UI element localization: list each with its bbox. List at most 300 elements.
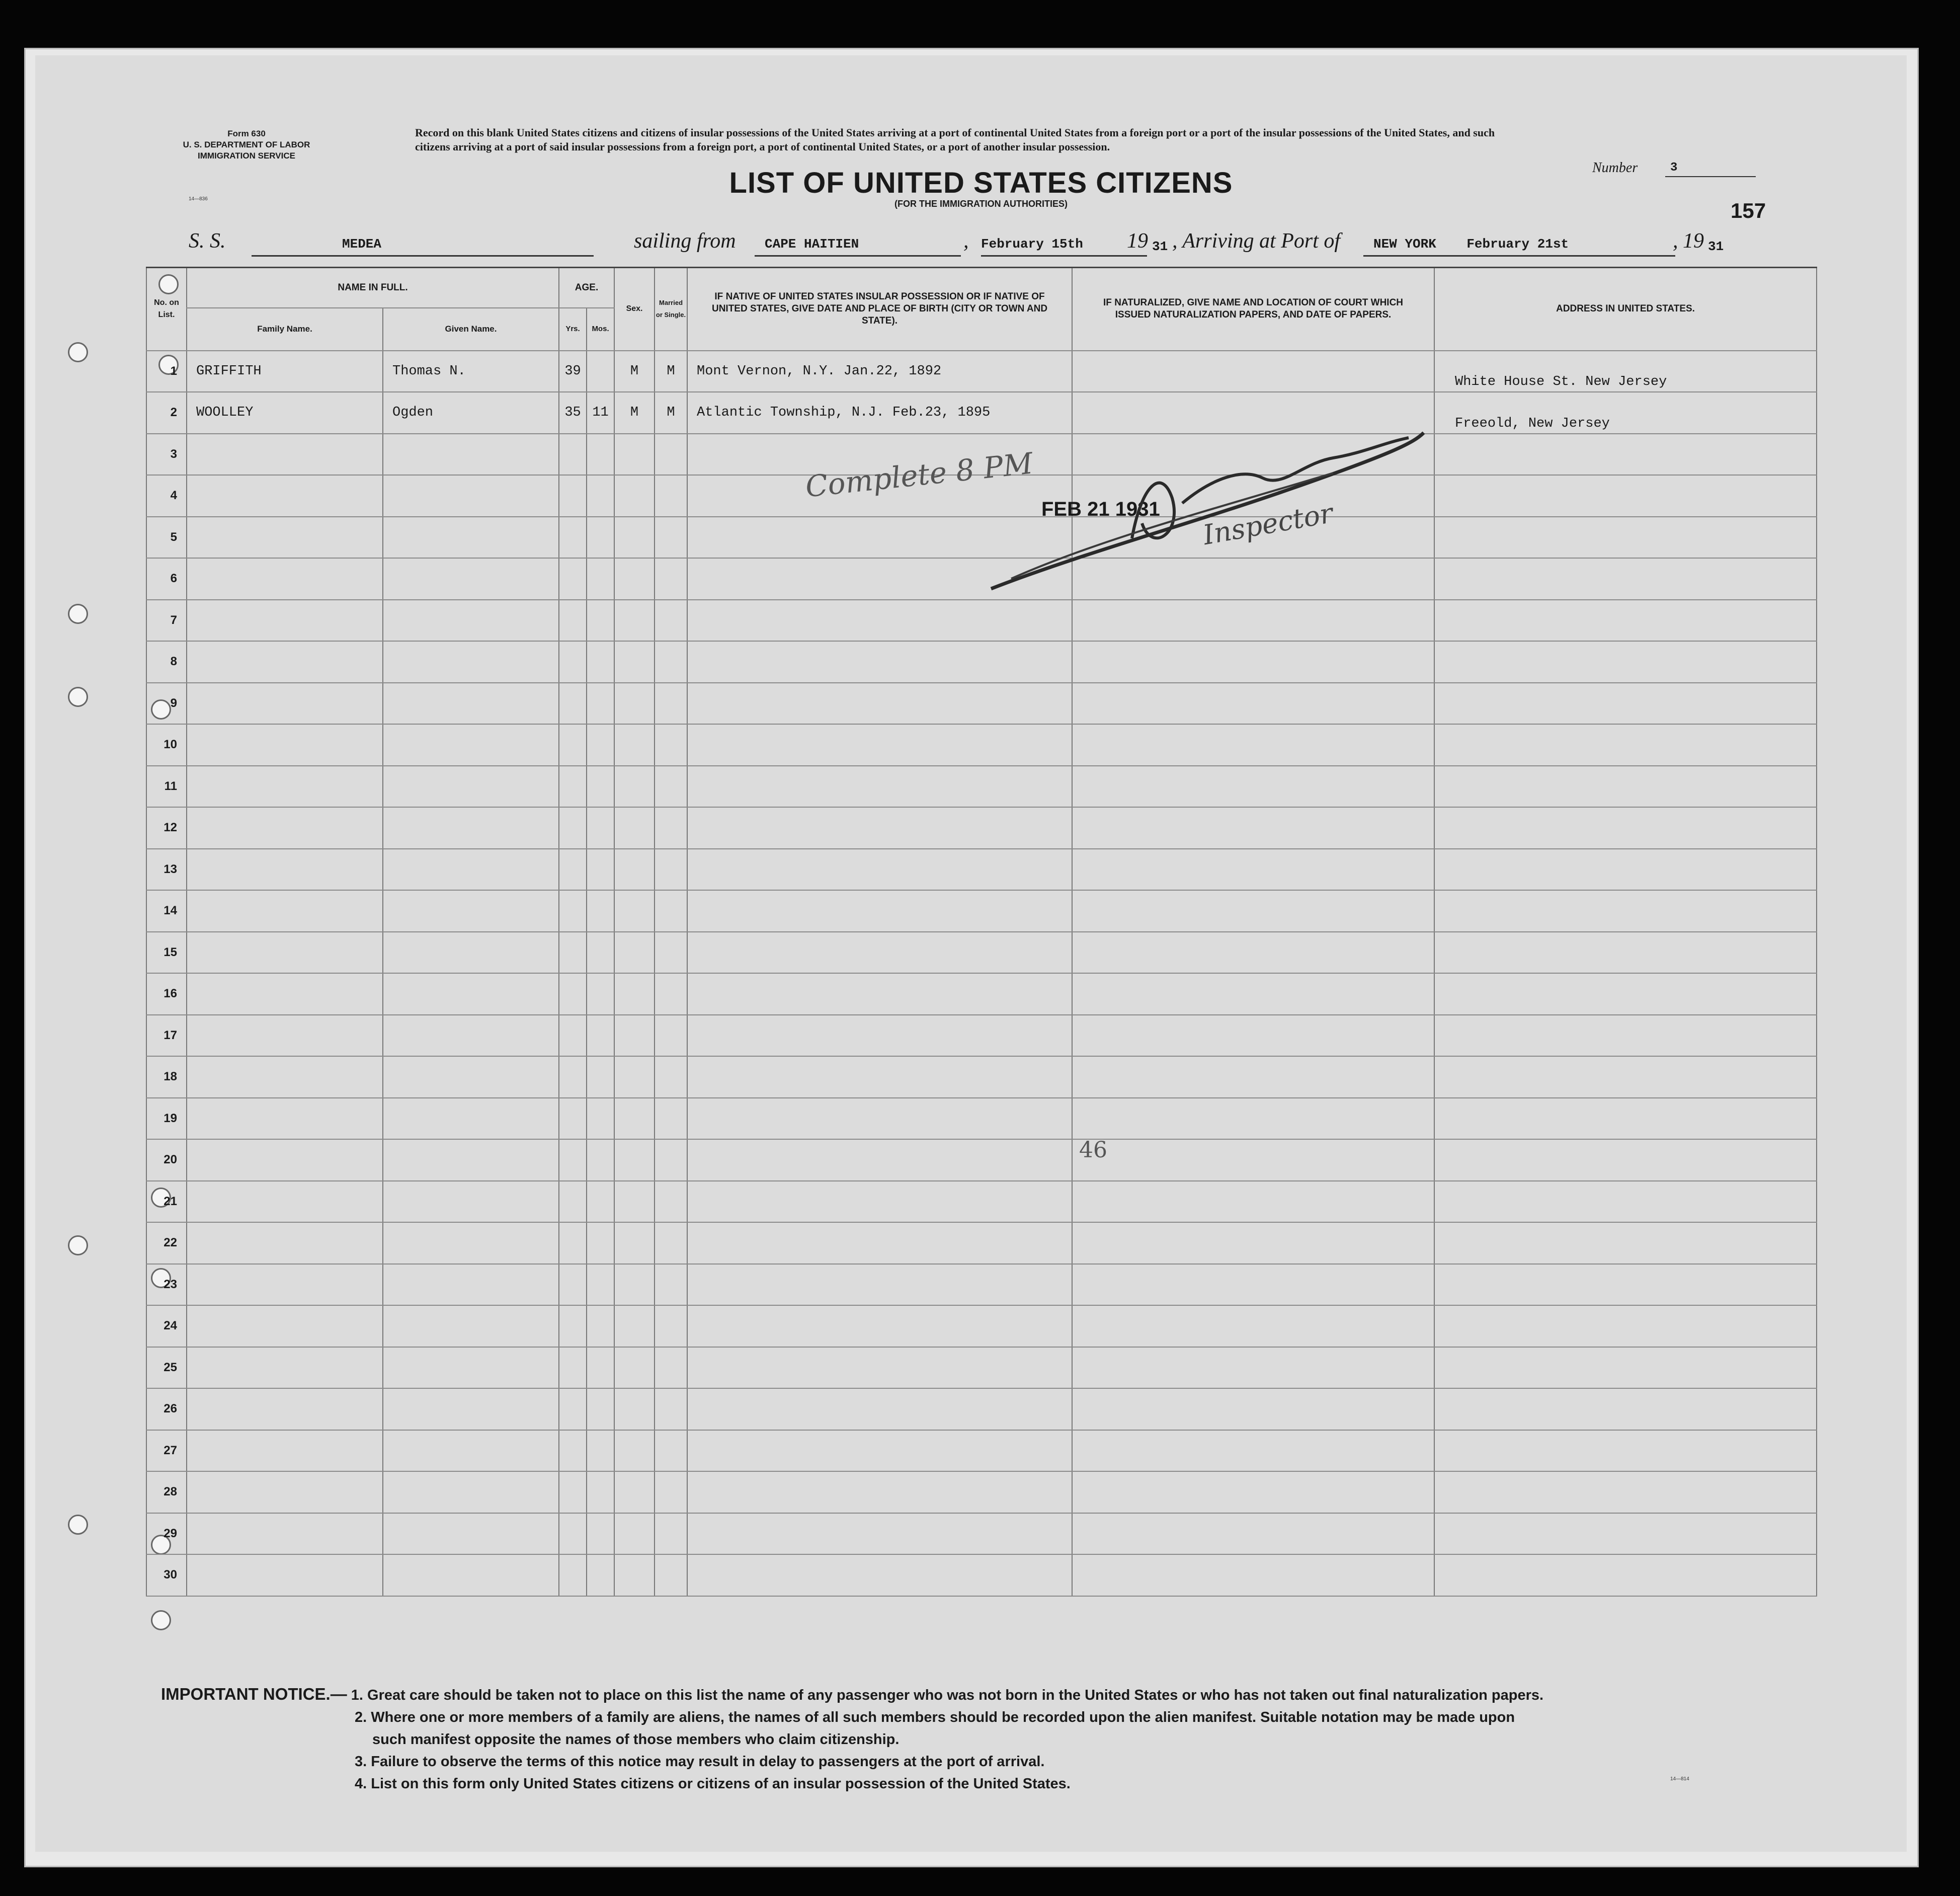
family-name-cell (187, 683, 383, 725)
sex-cell (614, 1305, 655, 1347)
table-row (146, 1098, 1817, 1140)
naturalized-cell (1072, 1554, 1434, 1596)
arrive-field (1363, 229, 1675, 257)
given-name-cell (383, 807, 559, 849)
married-cell (655, 600, 687, 642)
birth-cell (687, 1181, 1072, 1223)
birth-cell (687, 683, 1072, 725)
row-number: 4 (146, 475, 187, 517)
inspector-note: Inspector (1200, 497, 1336, 551)
table-row (146, 1430, 1817, 1472)
married-cell (655, 1388, 687, 1430)
family-name-cell (187, 1222, 383, 1264)
age-yrs-cell (559, 1471, 587, 1513)
important-notice (161, 1683, 1791, 1795)
notice-item-1: 1. Great care should be taken not to place on this list the name of any passenger who was not born in the United States or who has not taken out final naturalization papers. (351, 1687, 1544, 1703)
given-name-cell (383, 1471, 559, 1513)
row-number: 10 (146, 724, 187, 766)
family-name-cell (187, 600, 383, 642)
age-yrs-cell (559, 475, 587, 517)
naturalized-cell (1072, 849, 1434, 891)
given-name-cell (383, 1015, 559, 1057)
row-number: 21 (146, 1181, 187, 1223)
row-number: 5 (146, 517, 187, 559)
family-name-cell (187, 1098, 383, 1140)
age-yrs-cell: 39 (559, 351, 587, 392)
given-name-cell (383, 1056, 559, 1098)
row-number: 6 (146, 558, 187, 600)
age-yrs-cell (559, 849, 587, 891)
sex-cell (614, 1139, 655, 1181)
address-cell (1434, 1388, 1817, 1430)
married-cell (655, 1471, 687, 1513)
inspector-signature (981, 423, 1434, 594)
row-number: 26 (146, 1388, 187, 1430)
birth-cell (687, 807, 1072, 849)
naturalized-cell (1072, 1264, 1434, 1306)
table-row (146, 683, 1817, 725)
given-name-cell (383, 932, 559, 974)
married-cell (655, 1098, 687, 1140)
header-yrs: Yrs. (559, 308, 587, 351)
table-row (146, 1181, 1817, 1223)
punch-hole (68, 687, 88, 707)
sex-cell (614, 1015, 655, 1057)
sex-cell (614, 1222, 655, 1264)
age-yrs-cell (559, 766, 587, 808)
family-name-cell (187, 1181, 383, 1223)
age-yrs-cell (559, 434, 587, 476)
address-cell (1434, 1513, 1817, 1555)
naturalized-cell (1072, 890, 1434, 932)
table-row (146, 1139, 1817, 1181)
address-cell (1434, 1305, 1817, 1347)
address-cell (1434, 973, 1817, 1015)
birth-cell (687, 1471, 1072, 1513)
punch-hole (151, 1610, 171, 1630)
naturalized-cell (1072, 1098, 1434, 1140)
given-name-cell (383, 475, 559, 517)
row-number: 27 (146, 1430, 187, 1472)
row-number: 25 (146, 1347, 187, 1389)
given-name-cell: Ogden (383, 392, 559, 434)
age-mos-cell (587, 849, 614, 891)
row-number: 20 (146, 1139, 187, 1181)
table-row (146, 600, 1817, 642)
punch-hole (68, 1515, 88, 1535)
table-row (146, 1513, 1817, 1555)
sex-cell (614, 1181, 655, 1223)
table-row (146, 849, 1817, 891)
naturalized-cell (1072, 724, 1434, 766)
number-underline (1665, 176, 1756, 177)
table-row (146, 641, 1817, 683)
sex-cell (614, 1264, 655, 1306)
depart-date-field (981, 229, 1147, 257)
print-code-top: 14—836 (189, 196, 208, 202)
sex-cell: M (614, 392, 655, 434)
naturalized-cell (1072, 1181, 1434, 1223)
row-number: 9 (146, 683, 187, 725)
given-name-cell (383, 1181, 559, 1223)
address-cell (1434, 849, 1817, 891)
address-cell (1434, 1139, 1817, 1181)
birth-cell (687, 1347, 1072, 1389)
address-cell (1434, 517, 1817, 559)
table-row (146, 1305, 1817, 1347)
married-cell (655, 434, 687, 476)
age-mos-cell: 11 (587, 392, 614, 434)
age-yrs-cell: 35 (559, 392, 587, 434)
form-number: Form 630 (227, 129, 266, 138)
sex-cell (614, 890, 655, 932)
table-row (146, 1471, 1817, 1513)
arrive-year-prefix: 19 (1683, 229, 1704, 253)
row-number: 24 (146, 1305, 187, 1347)
address-cell (1434, 932, 1817, 974)
naturalized-cell (1072, 1305, 1434, 1347)
page-number: 157 (1731, 199, 1766, 222)
given-name-cell (383, 1098, 559, 1140)
family-name-cell (187, 1056, 383, 1098)
address-cell (1434, 600, 1817, 642)
age-mos-cell (587, 683, 614, 725)
table-row (146, 1347, 1817, 1389)
naturalized-cell (1072, 1513, 1434, 1555)
depart-year-prefix: 19 (1127, 229, 1148, 253)
address-cell (1434, 1056, 1817, 1098)
header-naturalized: IF NATURALIZED, GIVE NAME AND LOCATION OF COURT WHICH ISSUED NATURALIZATION PAPERS, AND DATE OF PAPERS. (1072, 268, 1434, 351)
row-number: 23 (146, 1264, 187, 1306)
birth-cell (687, 1139, 1072, 1181)
birth-cell (687, 724, 1072, 766)
age-yrs-cell (559, 1181, 587, 1223)
header-birth: IF NATIVE OF UNITED STATES INSULAR POSSESSION OR IF NATIVE OF UNITED STATES, GIVE DATE AND PLACE OF BIRTH (CITY OR TOWN AND STATE). (687, 268, 1072, 351)
age-mos-cell (587, 434, 614, 476)
naturalized-cell (1072, 683, 1434, 725)
address-cell (1434, 1554, 1817, 1596)
naturalized-cell (1072, 1139, 1434, 1181)
service: IMMIGRATION SERVICE (198, 151, 295, 161)
married-cell (655, 932, 687, 974)
family-name-cell (187, 1513, 383, 1555)
table-row (146, 973, 1817, 1015)
married-cell (655, 558, 687, 600)
family-name-cell (187, 849, 383, 891)
punch-hole (68, 1235, 88, 1255)
birth-cell (687, 766, 1072, 808)
birth-cell (687, 849, 1072, 891)
birth-cell (687, 1305, 1072, 1347)
row-number: 12 (146, 807, 187, 849)
table-row (146, 766, 1817, 808)
age-yrs-cell (559, 1264, 587, 1306)
family-name-cell (187, 517, 383, 559)
given-name-cell (383, 1347, 559, 1389)
given-name-cell (383, 849, 559, 891)
table-row (146, 1056, 1817, 1098)
address-cell (1434, 641, 1817, 683)
row-number: 18 (146, 1056, 187, 1098)
row-number: 28 (146, 1471, 187, 1513)
ship-name: MEDEA (342, 236, 382, 252)
header-name-in-full: NAME IN FULL. (187, 268, 559, 308)
birth-cell (687, 1015, 1072, 1057)
given-name-cell (383, 1430, 559, 1472)
sex-cell (614, 1388, 655, 1430)
sex-cell (614, 932, 655, 974)
age-mos-cell (587, 1305, 614, 1347)
married-cell (655, 641, 687, 683)
header-mos: Mos. (587, 308, 614, 351)
page-subtitle: (FOR THE IMMIGRATION AUTHORITIES) (894, 199, 1068, 209)
row-number: 16 (146, 973, 187, 1015)
address-cell: White House St. New Jersey (1434, 351, 1817, 392)
arrive-date: February 21st (1466, 236, 1569, 252)
address-cell (1434, 1347, 1817, 1389)
age-yrs-cell (559, 1388, 587, 1430)
table-row (146, 1554, 1817, 1596)
age-mos-cell (587, 1347, 614, 1389)
birth-cell (687, 1264, 1072, 1306)
sex-cell (614, 724, 655, 766)
given-name-cell (383, 1513, 559, 1555)
table-row (146, 1388, 1817, 1430)
given-name-cell (383, 434, 559, 476)
age-mos-cell (587, 1471, 614, 1513)
family-name-cell (187, 973, 383, 1015)
table-row (146, 1015, 1817, 1057)
sex-cell (614, 1554, 655, 1596)
punch-hole (68, 342, 88, 362)
birth-cell (687, 641, 1072, 683)
given-name-cell (383, 683, 559, 725)
row-number: 22 (146, 1222, 187, 1264)
address-cell (1434, 1015, 1817, 1057)
row-number: 17 (146, 1015, 187, 1057)
table-row (146, 351, 1817, 392)
address-cell (1434, 807, 1817, 849)
married-cell (655, 890, 687, 932)
age-mos-cell (587, 1181, 614, 1223)
notice-item-3: 3. Failure to observe the terms of this notice may result in delay to passengers at the port of arrival. (355, 1754, 1045, 1770)
age-yrs-cell (559, 724, 587, 766)
given-name-cell (383, 1305, 559, 1347)
age-mos-cell (587, 1098, 614, 1140)
given-name-cell (383, 724, 559, 766)
age-mos-cell (587, 890, 614, 932)
given-name-cell (383, 890, 559, 932)
married-cell (655, 1347, 687, 1389)
age-mos-cell (587, 932, 614, 974)
birth-cell (687, 1513, 1072, 1555)
table-row (146, 1264, 1817, 1306)
age-yrs-cell (559, 1513, 587, 1555)
family-name-cell (187, 1430, 383, 1472)
depart-date: February 15th (981, 236, 1083, 252)
age-mos-cell (587, 1264, 614, 1306)
age-yrs-cell (559, 1222, 587, 1264)
header-no-on-list: No. on List. (146, 268, 187, 351)
table-row (146, 1222, 1817, 1264)
notice-item-2: 2. Where one or more members of a family are aliens, the names of all such members should be recorded upon the alien manifest. Suitable notation may be made upon (355, 1709, 1515, 1725)
married-cell (655, 807, 687, 849)
naturalized-cell (1072, 932, 1434, 974)
row-number: 30 (146, 1554, 187, 1596)
sex-cell (614, 683, 655, 725)
arrive-year: 31 (1708, 239, 1724, 254)
address-cell (1434, 683, 1817, 725)
notice-item-2-cont: such manifest opposite the names of those members who claim citizenship. (372, 1731, 900, 1748)
given-name-cell (383, 1139, 559, 1181)
married-cell (655, 973, 687, 1015)
age-mos-cell (587, 1513, 614, 1555)
header-married-single: Married or Single. (655, 268, 687, 351)
age-yrs-cell (559, 1347, 587, 1389)
sex-cell (614, 766, 655, 808)
given-name-cell (383, 600, 559, 642)
address-cell (1434, 1181, 1817, 1223)
given-name-cell (383, 1264, 559, 1306)
row-number: 8 (146, 641, 187, 683)
age-yrs-cell (559, 932, 587, 974)
sex-cell (614, 973, 655, 1015)
sex-cell (614, 1513, 655, 1555)
age-yrs-cell (559, 973, 587, 1015)
handwritten-complete-note: Complete 8 PM (803, 446, 1035, 504)
age-mos-cell (587, 1056, 614, 1098)
naturalized-cell (1072, 1015, 1434, 1057)
address-cell (1434, 434, 1817, 476)
age-mos-cell (587, 1015, 614, 1057)
married-cell (655, 724, 687, 766)
naturalized-cell (1072, 1471, 1434, 1513)
family-name-cell (187, 932, 383, 974)
married-cell (655, 766, 687, 808)
department: U. S. DEPARTMENT OF LABOR (183, 140, 310, 149)
birth-cell (687, 973, 1072, 1015)
age-mos-cell (587, 724, 614, 766)
depart-year: 31 (1152, 239, 1168, 254)
sex-cell: M (614, 351, 655, 392)
age-yrs-cell (559, 1056, 587, 1098)
family-name-cell (187, 766, 383, 808)
family-name-cell (187, 1388, 383, 1430)
address-cell (1434, 724, 1817, 766)
given-name-cell (383, 1554, 559, 1596)
naturalized-cell (1072, 1388, 1434, 1430)
sex-cell (614, 558, 655, 600)
given-name-cell (383, 1222, 559, 1264)
married-cell (655, 683, 687, 725)
given-name-cell (383, 1388, 559, 1430)
age-mos-cell (587, 517, 614, 559)
address-cell: Freeold, New Jersey (1434, 392, 1817, 434)
family-name-cell (187, 434, 383, 476)
birth-cell (687, 1222, 1072, 1264)
notice-heading: IMPORTANT NOTICE.— (161, 1685, 347, 1703)
naturalized-cell (1072, 641, 1434, 683)
header-family-name: Family Name. (187, 308, 383, 351)
family-name-cell (187, 475, 383, 517)
family-name-cell (187, 1015, 383, 1057)
age-yrs-cell (559, 1015, 587, 1057)
married-cell (655, 1264, 687, 1306)
family-name-cell (187, 1264, 383, 1306)
married-cell (655, 1015, 687, 1057)
naturalized-cell (1072, 1347, 1434, 1389)
married-cell (655, 849, 687, 891)
age-yrs-cell (559, 683, 587, 725)
naturalized-cell (1072, 807, 1434, 849)
address-cell (1434, 1098, 1817, 1140)
age-yrs-cell (559, 517, 587, 559)
address-cell (1434, 1264, 1817, 1306)
row-number: 19 (146, 1098, 187, 1140)
family-name-cell (187, 890, 383, 932)
page-title: LIST OF UNITED STATES CITIZENS (729, 167, 1233, 199)
number-value: 3 (1670, 161, 1678, 175)
age-yrs-cell (559, 1554, 587, 1596)
header-sex: Sex. (614, 268, 655, 351)
birth-cell (687, 600, 1072, 642)
sex-cell (614, 434, 655, 476)
ss-label: S. S. (189, 229, 226, 253)
row-number: 15 (146, 932, 187, 974)
age-mos-cell (587, 641, 614, 683)
family-name-cell (187, 1471, 383, 1513)
married-cell: M (655, 392, 687, 434)
table-row (146, 724, 1817, 766)
naturalized-cell (1072, 766, 1434, 808)
sex-cell (614, 807, 655, 849)
birth-cell (687, 1388, 1072, 1430)
naturalized-cell (1072, 600, 1434, 642)
age-mos-cell (587, 807, 614, 849)
birth-cell (687, 890, 1072, 932)
birth-cell (687, 1098, 1072, 1140)
age-mos-cell (587, 475, 614, 517)
age-mos-cell (587, 351, 614, 392)
age-yrs-cell (559, 641, 587, 683)
married-cell (655, 1554, 687, 1596)
family-name-cell: WOOLLEY (187, 392, 383, 434)
age-yrs-cell (559, 807, 587, 849)
married-cell (655, 1513, 687, 1555)
row-number: 13 (146, 849, 187, 891)
married-cell (655, 475, 687, 517)
port-from-field (755, 229, 961, 257)
ship-field (252, 229, 594, 257)
given-name-cell (383, 973, 559, 1015)
given-name-cell (383, 517, 559, 559)
family-name-cell (187, 724, 383, 766)
naturalized-cell (1072, 1222, 1434, 1264)
sex-cell (614, 600, 655, 642)
date-stamp: FEB 21 1931 (1041, 498, 1160, 520)
given-name-cell: Thomas N. (383, 351, 559, 392)
table-row (146, 932, 1817, 974)
form-id-block (161, 128, 332, 162)
sex-cell (614, 517, 655, 559)
birth-cell (687, 1554, 1072, 1596)
birth-cell (687, 1430, 1072, 1472)
age-mos-cell (587, 1430, 614, 1472)
family-name-cell (187, 1305, 383, 1347)
row-number: 1 (146, 351, 187, 392)
sex-cell (614, 1430, 655, 1472)
family-name-cell (187, 558, 383, 600)
